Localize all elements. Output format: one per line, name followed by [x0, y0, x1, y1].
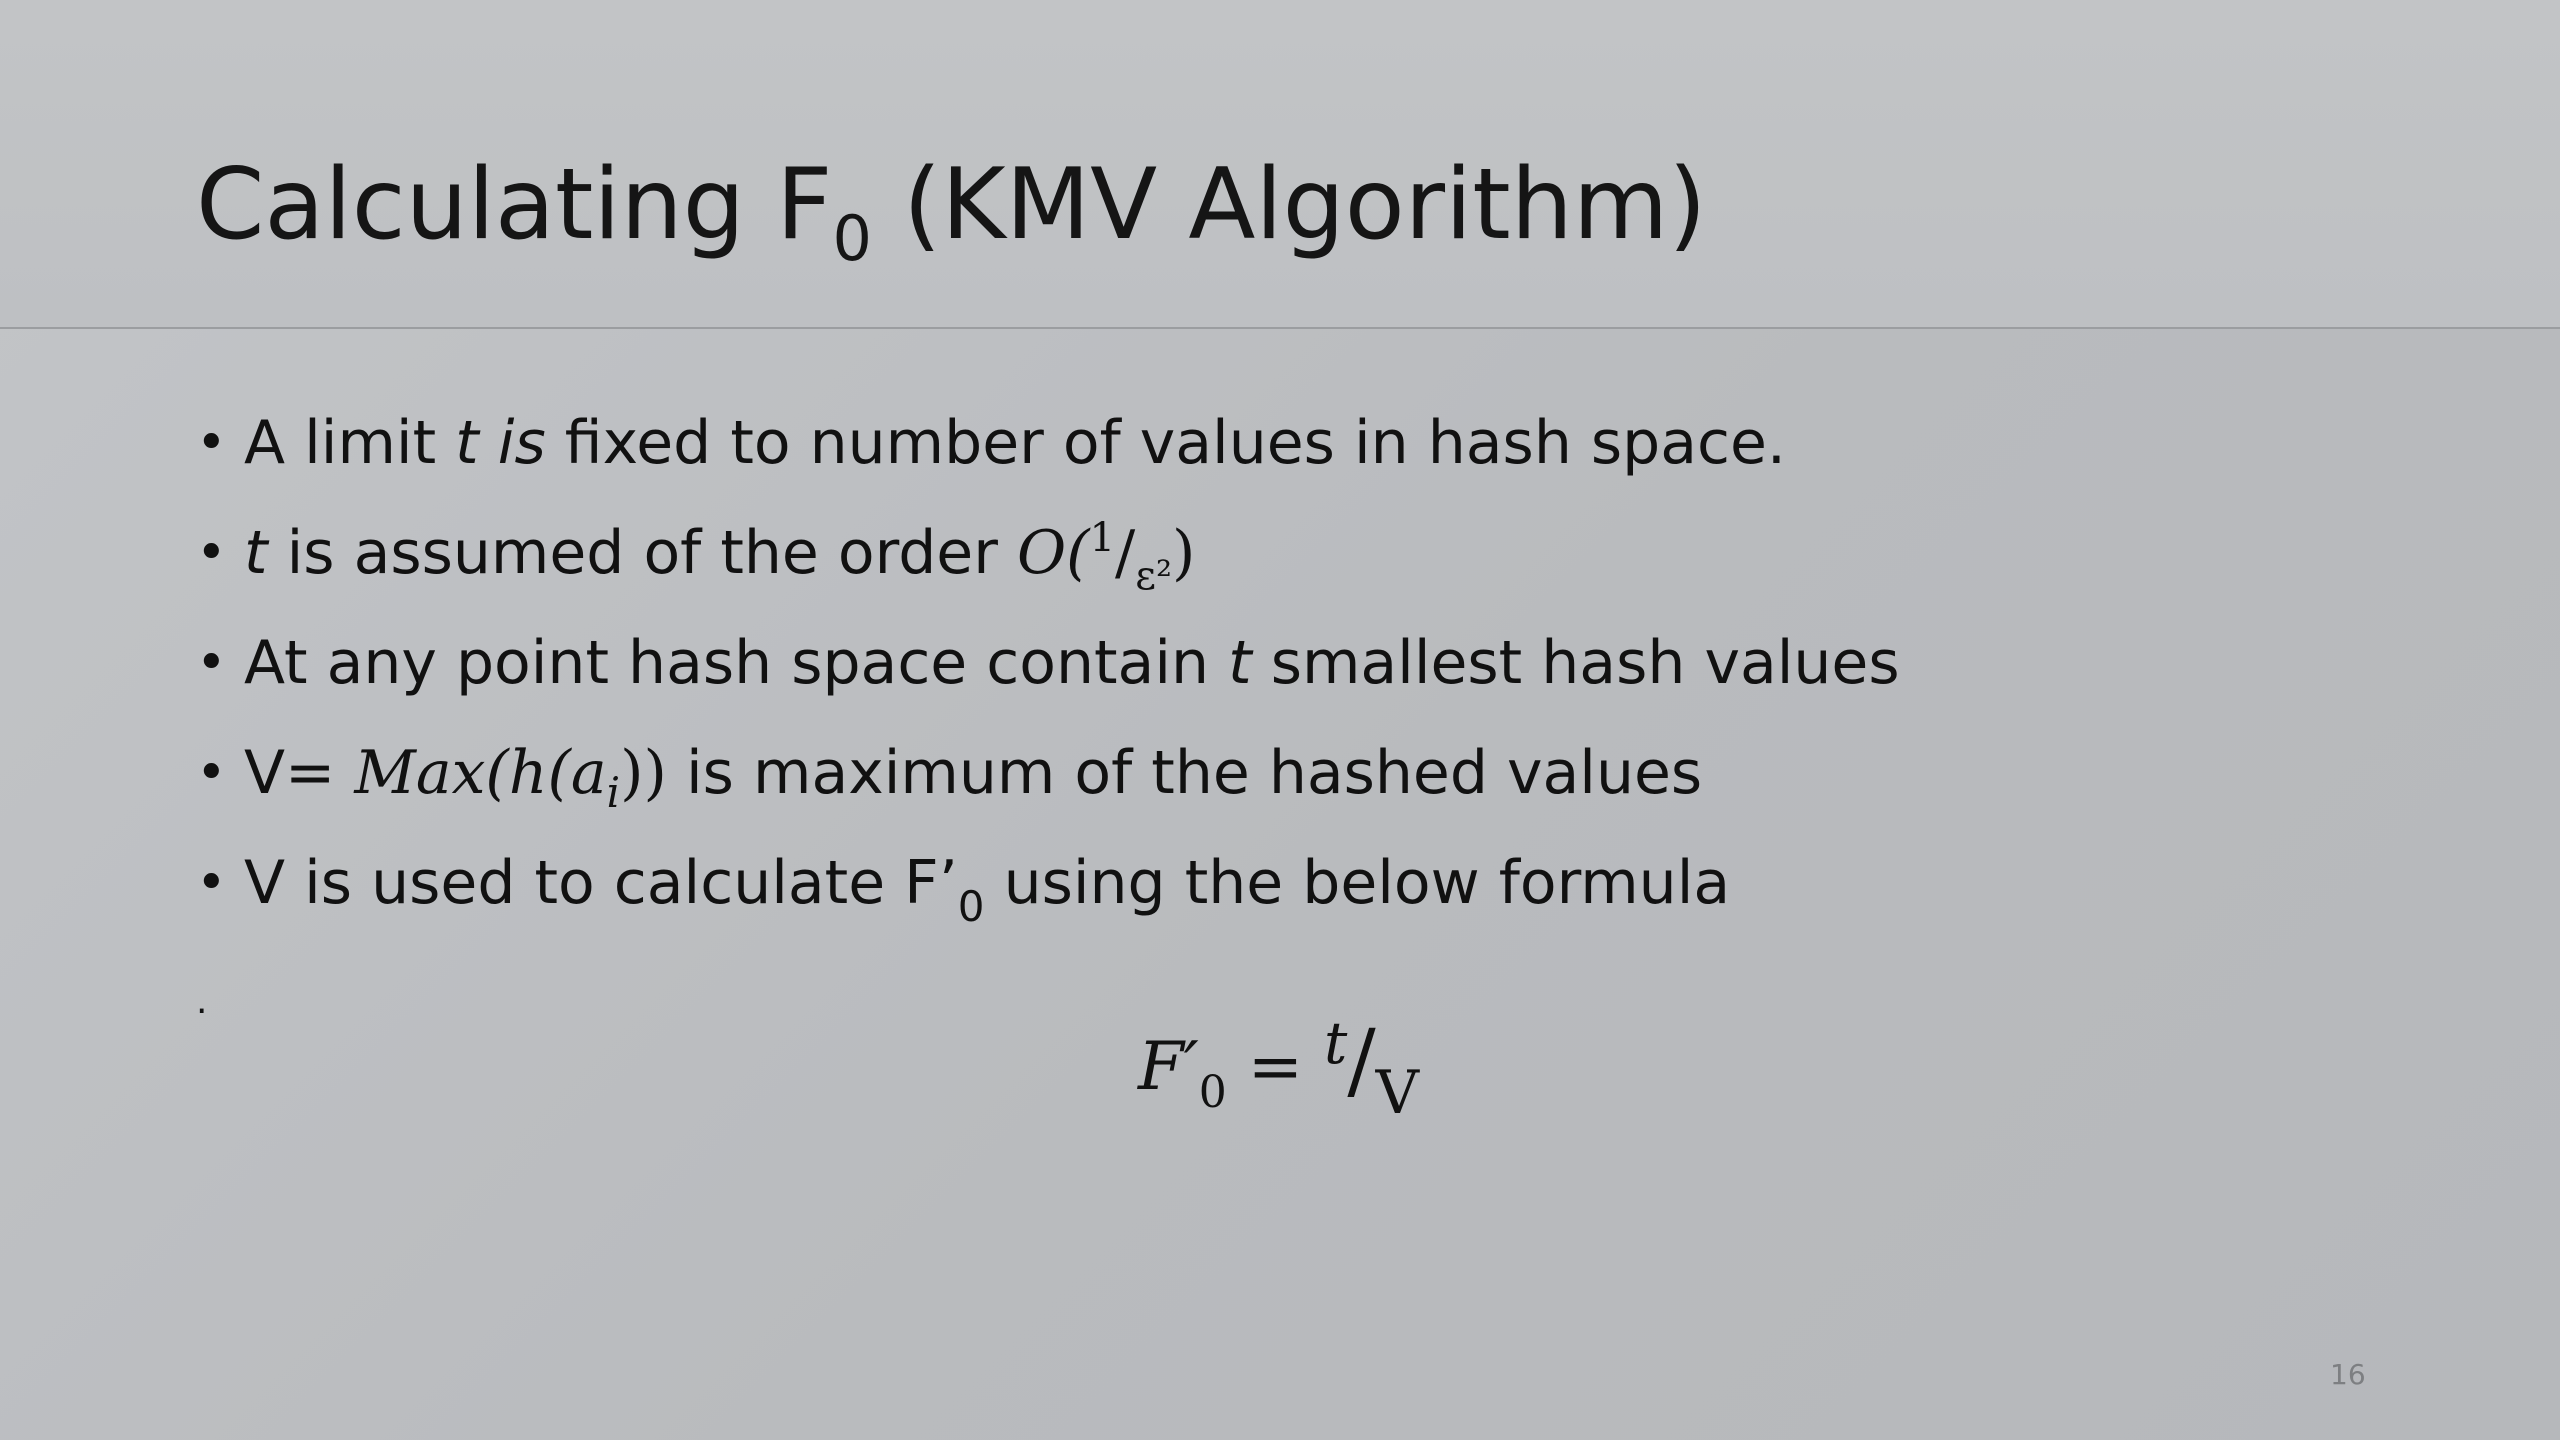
title-area: [0, 0, 2560, 328]
bullet-text: using the below formula: [984, 848, 1731, 918]
formula-lhs-subscript: 0: [1198, 1067, 1227, 1118]
bullet-var-t: t: [455, 408, 479, 478]
max-expression-close: )): [620, 738, 667, 808]
bullet-text: is maximum of the hashed values: [666, 738, 1703, 808]
title-text-rest: (KMV Algorithm): [871, 148, 1707, 262]
bullet-item: [196, 388, 2396, 498]
bullet-var-t: t: [244, 518, 268, 588]
bullet-text: V is used to calculate F’: [244, 848, 958, 918]
bullet-marker: •: [196, 853, 227, 913]
closing-paren: ): [1172, 518, 1196, 588]
bullet-item: [196, 608, 2396, 718]
bullet-list: [196, 388, 2396, 938]
title-subscript: 0: [832, 202, 872, 275]
formula-denominator: V: [1375, 1058, 1420, 1128]
formula-equals: =: [1226, 1028, 1325, 1105]
bullet-text: V=: [244, 738, 355, 808]
bullet-item: [196, 498, 2396, 608]
title-text: Calculating F: [196, 148, 833, 262]
big-o-notation: O(: [1016, 518, 1090, 588]
bullet-italic-is: is: [497, 408, 546, 478]
bullet-item: [196, 828, 2396, 938]
bullet-text: smallest hash values: [1251, 628, 1900, 698]
formula-slash: /: [1347, 1011, 1376, 1109]
page-number: 16: [2330, 1358, 2366, 1391]
title-divider: [0, 327, 2560, 329]
bullet-text: is assumed of the order: [267, 518, 1017, 588]
formula-numerator: t: [1324, 1009, 1348, 1077]
stray-dot: .: [196, 981, 208, 1022]
bullet-marker: •: [196, 413, 227, 473]
slide-title: [196, 140, 1707, 275]
formula-lhs: F′: [1138, 1028, 1199, 1105]
bullet-var-t: t: [1228, 628, 1252, 698]
bullet-marker: •: [196, 633, 227, 693]
fraction-slash: /: [1115, 518, 1136, 588]
max-expression: Max(h(a: [354, 738, 607, 808]
fraction-numerator: 1: [1089, 515, 1116, 561]
bullet-text: A limit: [244, 408, 456, 478]
max-subscript: i: [606, 768, 621, 817]
bullet-text: At any point hash space contain: [244, 628, 1229, 698]
bullet-marker: •: [196, 523, 227, 583]
bullet-subscript: 0: [957, 882, 985, 931]
formula: [1138, 1009, 1420, 1128]
bullet-marker: •: [196, 743, 227, 803]
fraction-denominator: ε²: [1135, 553, 1172, 599]
bullet-text: [479, 408, 498, 478]
bullet-item: [196, 718, 2396, 828]
bullet-text: fixed to number of values in hash space.: [545, 408, 1787, 478]
